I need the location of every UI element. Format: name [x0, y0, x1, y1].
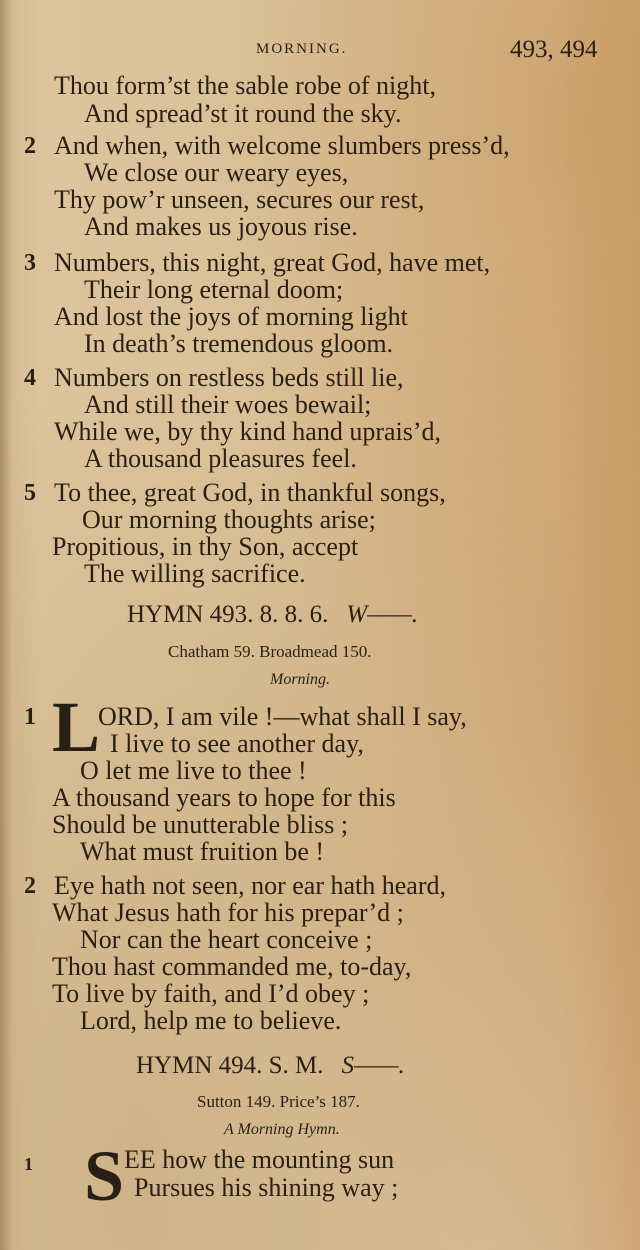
verse-number: 3	[24, 250, 36, 276]
verse-line: O let me live to thee !	[80, 756, 307, 785]
verse-line: And makes us joyous rise.	[84, 212, 358, 241]
verse-line: Pursues his shining way ;	[134, 1173, 399, 1202]
verse-line: The willing sacrifice.	[84, 559, 306, 588]
verse-line: Nor can the heart conceive ;	[80, 925, 373, 954]
verse-line: And when, with welcome slumbers press’d,	[54, 131, 510, 160]
verse-number: 5	[24, 480, 36, 506]
hymn-number-meter: HYMN 493. 8. 8. 6.	[127, 601, 329, 628]
verse-line: Numbers on restless beds still lie,	[54, 363, 404, 392]
verse-line: What must fruition be !	[80, 837, 325, 866]
drop-cap: L	[52, 687, 101, 767]
verse-line: ORD, I am vile !—what shall I say,	[98, 702, 467, 731]
hymn-494-subject: A Morning Hymn.	[224, 1121, 340, 1138]
verse-line: EE how the mounting sun	[124, 1145, 395, 1174]
verse-line: A thousand pleasures feel.	[84, 444, 357, 473]
hymn-493-tunes: Chatham 59. Broadmead 150.	[168, 642, 372, 661]
hymn-494-tunes: Sutton 149. Price’s 187.	[197, 1092, 360, 1111]
verse-line: Thou hast commanded me, to-day,	[52, 952, 412, 981]
hymn-author: S——.	[341, 1052, 405, 1079]
verse-line: And still their woes bewail;	[84, 390, 372, 419]
verse-line: Eye hath not seen, nor ear hath heard,	[54, 871, 447, 900]
drop-cap: S	[84, 1136, 125, 1216]
verse-line: Numbers, this night, great God, have met,	[54, 248, 491, 277]
verse-line: To live by faith, and I’d obey ;	[52, 979, 370, 1008]
verse-line: A thousand years to hope for this	[52, 783, 396, 812]
verse-line: Lord, help me to believe.	[80, 1006, 342, 1035]
verse-line: I live to see another day,	[110, 729, 364, 758]
running-title: MORNING.	[256, 41, 348, 57]
page-numbers: 493, 494	[510, 36, 598, 63]
verse-line: Thy pow’r unseen, secures our rest,	[54, 185, 425, 214]
verse-number: 1	[24, 704, 36, 730]
verse-line: What Jesus hath for his prepar’d ;	[52, 898, 404, 927]
running-head	[0, 36, 640, 66]
verse-number: 1	[24, 1154, 33, 1174]
verse-line: Should be unutterable bliss ;	[52, 810, 349, 839]
verse-number: 2	[24, 873, 36, 899]
verse-line: To thee, great God, in thankful songs,	[54, 478, 446, 507]
verse-line: Propitious, in thy Son, accept	[52, 532, 359, 561]
verse-line: Our morning thoughts arise;	[82, 505, 376, 534]
verse-number: 4	[24, 365, 36, 391]
verse-line: Their long eternal doom;	[84, 275, 344, 304]
hymn-493-title	[127, 601, 418, 629]
hymn-number-meter: HYMN 494. S. M.	[136, 1052, 324, 1079]
verse-line: And lost the joys of morning light	[54, 302, 408, 331]
verse-number: 2	[24, 133, 36, 159]
hymn-494-title	[136, 1052, 405, 1080]
hymn-493-subject: Morning.	[270, 671, 330, 688]
verse-line: In death’s tremendous gloom.	[84, 329, 394, 358]
verse-line: We close our weary eyes,	[84, 158, 349, 187]
hymn-author: W——.	[346, 601, 418, 628]
verse-line: And spread’st it round the sky.	[84, 99, 402, 128]
verse-line: Thou form’st the sable robe of night,	[54, 71, 436, 100]
verse-line: While we, by thy kind hand uprais’d,	[54, 417, 442, 446]
